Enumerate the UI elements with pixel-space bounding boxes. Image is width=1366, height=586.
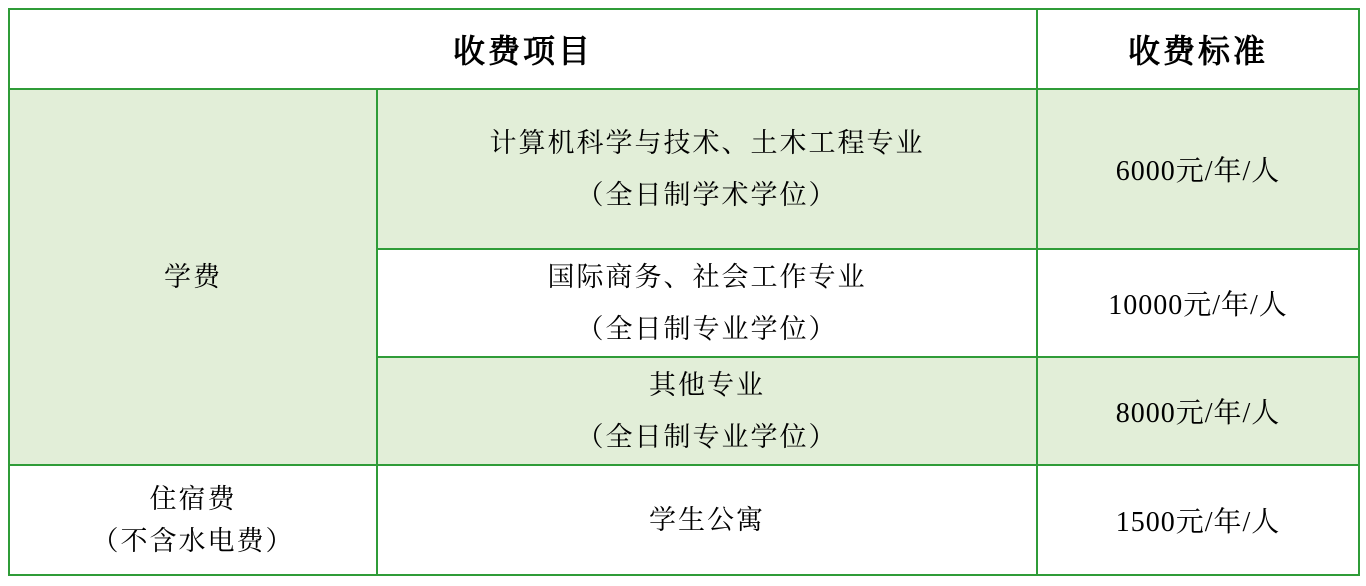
table-row — [9, 465, 1359, 575]
item-cell — [377, 357, 1037, 465]
amount-value: 6000元/年/人 — [1115, 156, 1281, 187]
table-header-row — [9, 9, 1359, 89]
item-line-2: （全日制学术学位） — [576, 180, 838, 210]
amount-cell — [1037, 465, 1359, 575]
item-line-1: 计算机科学与技术、土木工程专业 — [489, 128, 925, 158]
amount-cell — [1037, 89, 1359, 249]
amount-cell — [1037, 249, 1359, 357]
item-cell — [377, 249, 1037, 357]
header-fee-item: 收费项目 — [9, 9, 1037, 89]
item-line-2: （全日制专业学位） — [576, 314, 838, 344]
category-dormitory-line-1: 住宿费 — [149, 484, 237, 514]
category-tuition: 学费 — [9, 89, 377, 465]
item-cell — [377, 465, 1037, 575]
fee-standards-table — [8, 8, 1360, 576]
table-row — [9, 89, 1359, 249]
amount-value: 10000元/年/人 — [1108, 290, 1288, 321]
item-line-2: （全日制专业学位） — [576, 422, 838, 452]
item-line-1: 国际商务、社会工作专业 — [547, 262, 867, 292]
category-dormitory — [9, 465, 377, 575]
amount-value: 1500元/年/人 — [1115, 507, 1281, 538]
item-line-1: 其他专业 — [649, 370, 765, 400]
header-fee-standard: 收费标准 — [1037, 9, 1359, 89]
item-cell — [377, 89, 1037, 249]
amount-cell — [1037, 357, 1359, 465]
category-dormitory-line-2: （不含水电费） — [91, 526, 295, 556]
amount-value: 8000元/年/人 — [1115, 398, 1281, 429]
item-line-1: 学生公寓 — [649, 505, 765, 535]
